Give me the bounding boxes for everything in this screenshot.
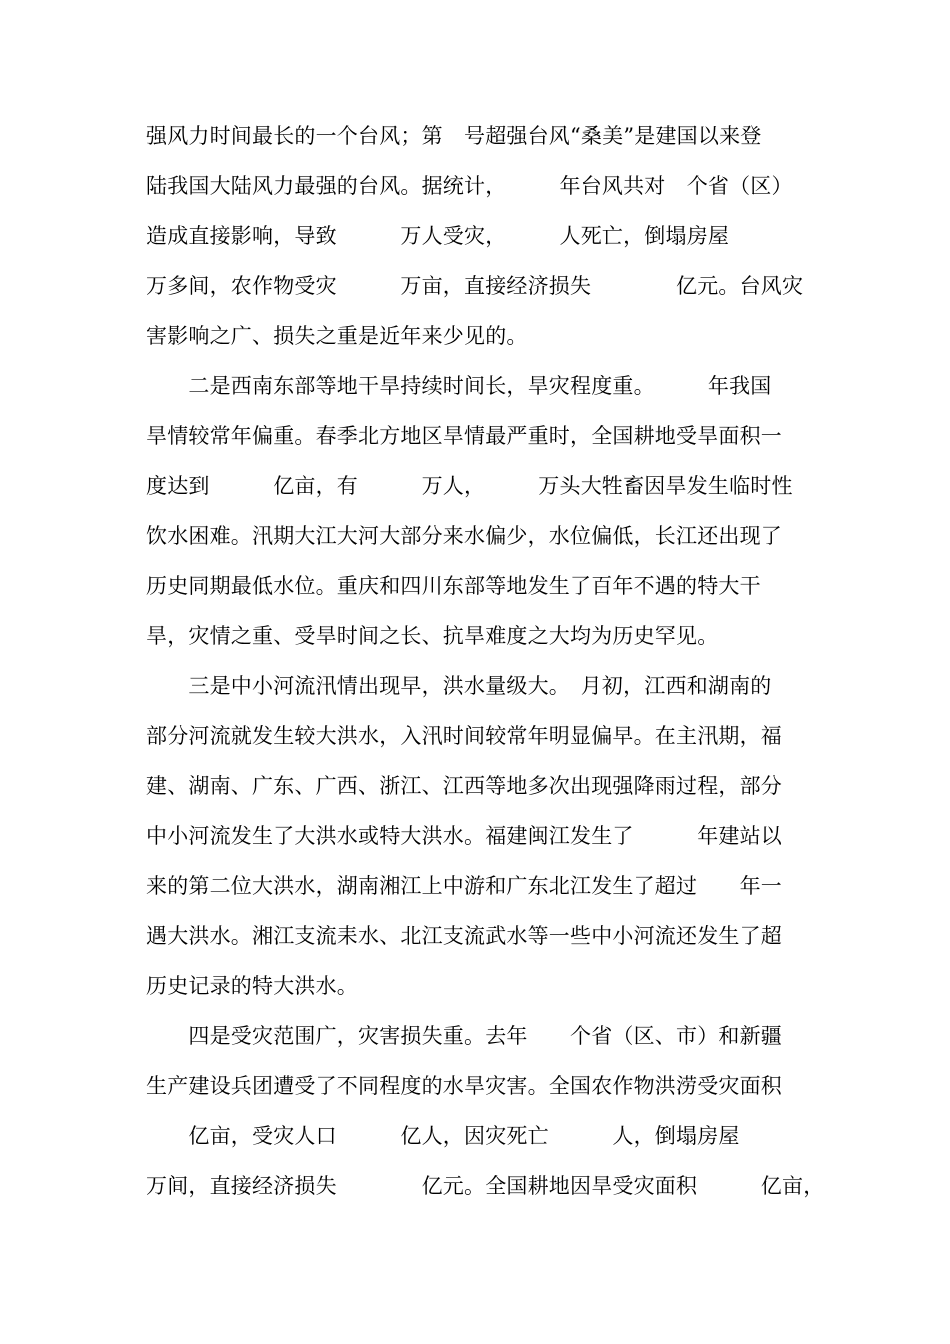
text-line: 建、湖南、广东、广西、浙江、江西等地多次出现强降雨过程，部分: [146, 774, 782, 798]
text-line: 万多间，农作物受灾 万亩，直接经济损失 亿元。台风灾: [146, 274, 804, 298]
text-line: 部分河流就发生较大洪水，入汛时间较常年明显偏早。在主汛期，福: [146, 724, 782, 748]
text-line: 来的第二位大洪水，湖南湘江上中游和广东北江发生了超过 年一: [146, 874, 782, 898]
text-line: 强风力时间最长的一个台风；第 号超强台风“桑美”是建国以来登: [146, 124, 762, 148]
text-line: 陆我国大陆风力最强的台风。据统计， 年台风共对 个省（区）: [146, 174, 793, 198]
text-line: 旱情较常年偏重。春季北方地区旱情最严重时，全国耕地受旱面积一: [146, 424, 782, 448]
text-line: 造成直接影响，导致 万人受灾， 人死亡，倒塌房屋: [146, 224, 772, 248]
paragraph-start-line: 四是受灾范围广，灾害损失重。去年 个省（区、市）和新疆: [146, 1024, 782, 1048]
text-line: 万间，直接经济损失 亿元。全国耕地因旱受灾面积 亿亩，: [146, 1174, 825, 1198]
text-line: 历史记录的特大洪水。: [146, 974, 358, 998]
text-line: 历史同期最低水位。重庆和四川东部等地发生了百年不遇的特大干: [146, 574, 761, 598]
text-line: 遇大洪水。湘江支流耒水、北江支流武水等一些中小河流还发生了超: [146, 924, 782, 948]
text-line: 饮水困难。汛期大江大河大部分来水偏少，水位偏低，长江还出现了: [146, 524, 782, 548]
text-line: 害影响之广、损失之重是近年来少见的。: [146, 324, 528, 348]
text-line: 生产建设兵团遭受了不同程度的水旱灾害。全国农作物洪涝受灾面积: [146, 1074, 782, 1098]
text-line: 度达到 亿亩，有 万人， 万头大牲畜因旱发生临时性: [146, 474, 793, 498]
text-line: 中小河流发生了大洪水或特大洪水。福建闽江发生了 年建站以: [146, 824, 782, 848]
paragraph-start-line: 二是西南东部等地干旱持续时间长，旱灾程度重。 年我国: [146, 374, 772, 398]
text-line: 旱，灾情之重、受旱时间之长、抗旱难度之大均为历史罕见。: [146, 624, 719, 648]
paragraph-start-line: 三是中小河流汛情出现早，洪水量级大。 月初，江西和湖南的: [146, 674, 772, 698]
text-line: 亿亩，受灾人口 亿人，因灾死亡 人，倒塌房屋: [146, 1124, 782, 1148]
